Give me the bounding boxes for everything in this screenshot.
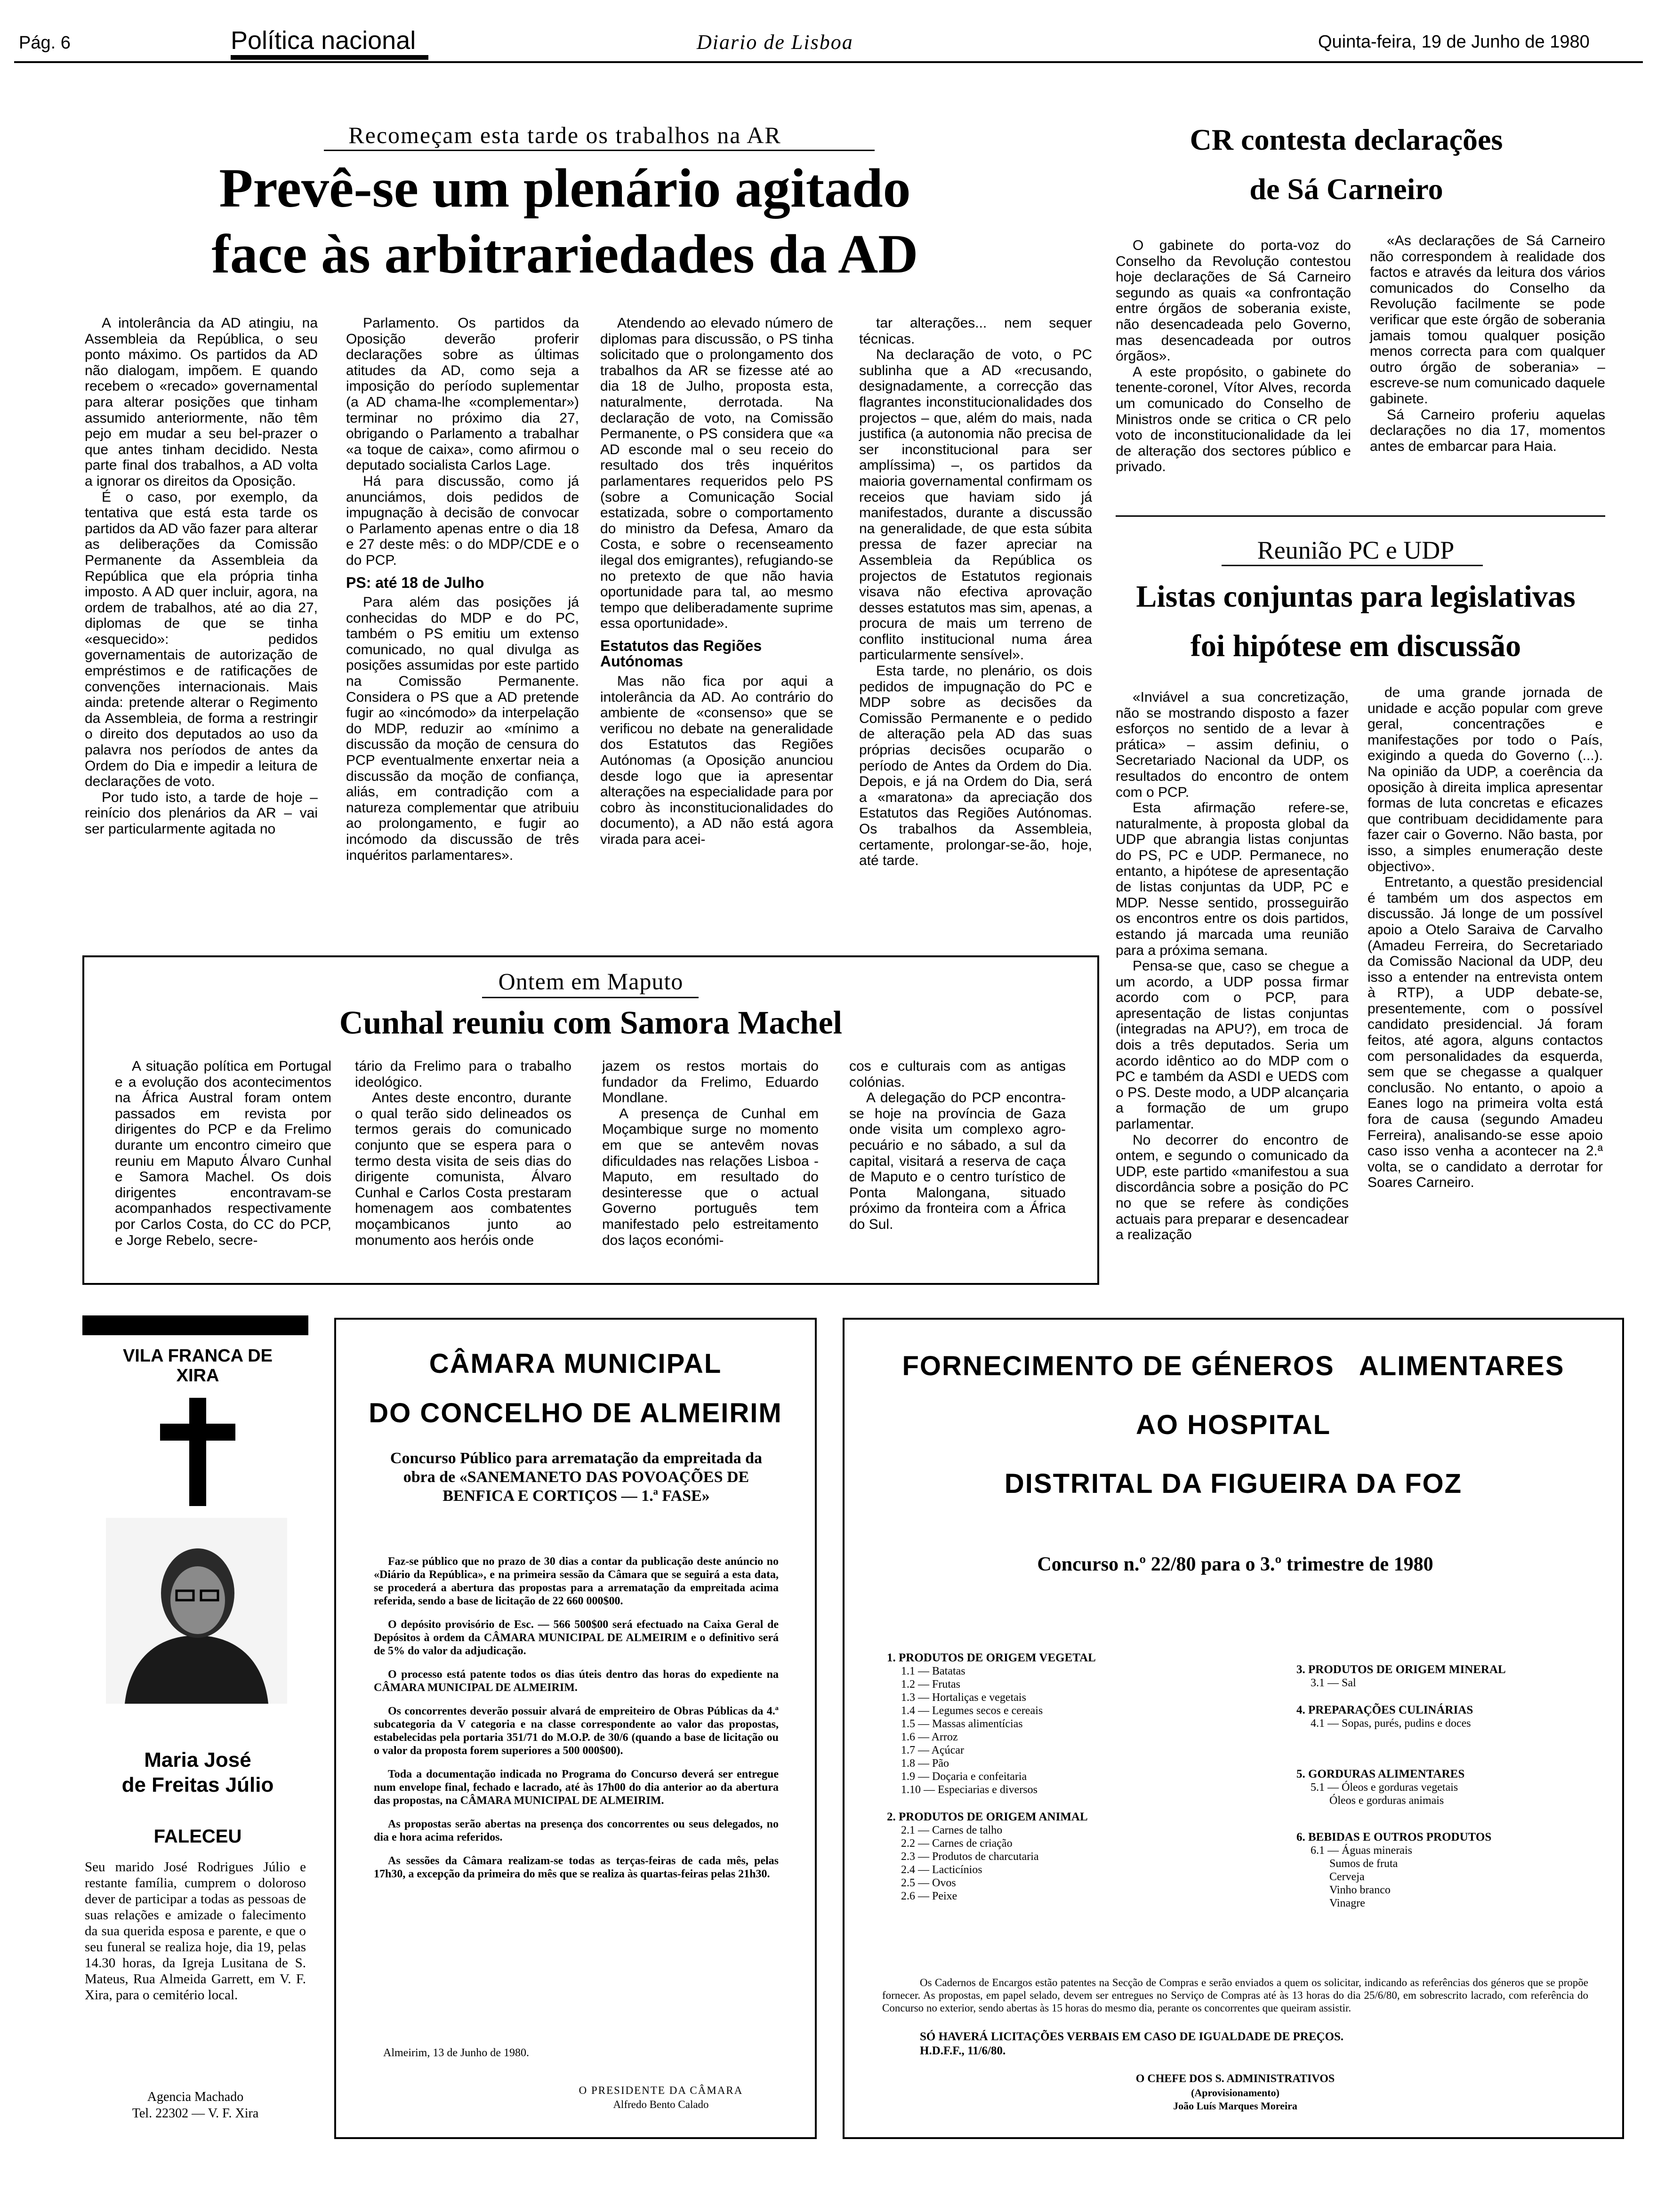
list-item: 2.5 — Ovos bbox=[901, 1877, 956, 1889]
headline-line-2: foi hipótese em discussão bbox=[1190, 629, 1521, 663]
deceased-name-line-2: de Freitas Júlio bbox=[121, 1773, 274, 1796]
list-item: 1.6 — Arroz bbox=[901, 1731, 958, 1743]
obituary-place: VILA FRANCA DE XIRA bbox=[122, 1346, 273, 1386]
article-kicker: Ontem em Maputo bbox=[498, 968, 684, 994]
article-kicker: Recomeçam esta tarde os trabalhos na AR bbox=[348, 122, 781, 148]
article-column bbox=[602, 1058, 819, 1248]
paragraph: tário da Frelimo para o trabalho ideológico. bbox=[355, 1058, 571, 1090]
paragraph: Esta tarde, no plenário, os dois pedidos de impugnação do PC e MDP sobre as decisões da Comissão Permanente e o pedido de alteração pela AD das suas próprias decisões ocuparão o período de Antes da Ordem do Dia. Depois, e já na Ordem do Dia, será a «maratona» da apreciação dos Estatutos das Regiões Autónomas. Os trabalhos da Assembleia, certamente, prolongar-se-ão, hoje, até tarde. bbox=[859, 663, 1092, 869]
hospital-ad bbox=[843, 1318, 1624, 2139]
faleceu-label: FALECEU bbox=[153, 1826, 242, 1847]
paragraph: O processo está patente todos os dias úteis dentro das horas do expediente na CÂMARA MUNICIPAL DE ALMEIRIM. bbox=[374, 1668, 779, 1694]
paragraph: jazem os restos mortais do fundador da Frelimo, Eduardo Mondlane. bbox=[602, 1058, 819, 1106]
paragraph: Por tudo isto, a tarde de hoje – reinício dos plenários da AR – vai ser particularmente agitada no bbox=[85, 789, 318, 837]
article-column bbox=[1370, 233, 1605, 454]
article-kicker: Reunião PC e UDP bbox=[1257, 536, 1455, 564]
agency-phone: Tel. 22302 — V. F. Xira bbox=[132, 2106, 259, 2121]
newspaper-name: Diario de Lisboa bbox=[697, 31, 853, 54]
obituary-black-bar bbox=[82, 1315, 308, 1335]
headline-line-1: Prevê-se um plenário agitado bbox=[219, 157, 911, 219]
list-item: 2.3 — Produtos de charcutaria bbox=[901, 1851, 1039, 1863]
headline-line-2: de Sá Carneiro bbox=[1249, 172, 1443, 206]
article-column bbox=[355, 1058, 571, 1248]
group-heading: 2. PRODUTOS DE ORIGEM ANIMAL bbox=[887, 1811, 1088, 1823]
headline-line-2: face às arbitrariedades da AD bbox=[211, 223, 918, 285]
ad-title-line-3: DISTRITAL DA FIGUEIRA DA FOZ bbox=[1004, 1468, 1463, 1499]
ad-title-line-1: CÂMARA MUNICIPAL bbox=[429, 1348, 722, 1379]
paragraph: Antes deste encontro, durante o qual terão sido delineados os termos gerais do comunicado conjunto que se espera para o termo desta visita de seis dias do dirigente comunista, Álvaro Cunhal e Carlos Costa prestaram homenagem aos combatentes moçambicanos junto ao monumento aos heróis onde bbox=[355, 1090, 571, 1248]
article-column bbox=[1116, 689, 1349, 1243]
kicker-underline bbox=[1222, 565, 1483, 566]
list-item: 2.1 — Carnes de talho bbox=[901, 1824, 1003, 1836]
almeirim-ad bbox=[334, 1318, 817, 2139]
ad-reference: H.D.F.F., 11/6/80. bbox=[920, 2044, 1006, 2057]
group-heading: 4. PREPARAÇÕES CULINÁRIAS bbox=[1296, 1704, 1473, 1716]
group-heading: 3. PRODUTOS DE ORIGEM MINERAL bbox=[1296, 1663, 1506, 1676]
paragraph: As sessões da Câmara realizam-se todas as terças-feiras de cada mês, pelas 17h30, a excepção da primeira do mês que se realiza às quartas-feiras pelas 21h30. bbox=[374, 1855, 779, 1880]
list-item: Óleos e gorduras animais bbox=[1329, 1795, 1444, 1807]
page-number: Pág. 6 bbox=[19, 33, 71, 53]
list-item: 1.5 — Massas alimentícias bbox=[901, 1718, 1023, 1730]
paragraph: cos e culturais com as antigas colónias. bbox=[849, 1058, 1066, 1090]
list-item: 1.4 — Legumes secos e cereais bbox=[901, 1705, 1043, 1717]
agency-name: Agencia Machado bbox=[147, 2090, 244, 2104]
headline-line-1: Listas conjuntas para legislativas bbox=[1136, 579, 1576, 614]
group-heading: 5. GORDURAS ALIMENTARES bbox=[1296, 1768, 1465, 1780]
paragraph: A este propósito, o gabinete do tenente-coronel, Vítor Alves, recorda um comunicado do Conselho de Ministros onde se critica o CR pelo voto de inconstitucionalidade da lei de alteração dos sectores público e privado. bbox=[1116, 364, 1351, 475]
article-column bbox=[346, 315, 579, 863]
paragraph: As propostas serão abertas na presença dos concorrentes ou seus delegados, no dia e hora acima referidos. bbox=[374, 1818, 779, 1843]
list-item: 2.6 — Peixe bbox=[901, 1890, 957, 1902]
list-item: Sumos de fruta bbox=[1329, 1858, 1398, 1870]
deceased-name-line-1: Maria José bbox=[144, 1748, 251, 1771]
paragraph: A delegação do PCP encontra-se hoje na província de Gaza onde visita um complexo agro-pecuário e no sábado, a sul da capital, visitará a reserva de caça de Maputo e o centro turístico de Ponta Malongana, situado próximo da fronteira com a África do Sul. bbox=[849, 1090, 1066, 1232]
paragraph: É o caso, por exemplo, da tentativa que está esta tarde os partidos da AD vão fazer para alterar as deliberações da Comissão Permanente da Assembleia da República que ela própria tinha imposto. A AD quer incluir, agora, na ordem de trabalhos, até ao dia 27, diplomas de que se tinha «esquecido»: pedidos governamentais de autorização de empréstimos e de ratificações de convenções internacionais. Mais ainda: pretende alterar o Regimento da Assembleia, de forma a restringir o direito dos deputados ao uso da palavra nos períodos de antes da Ordem do Dia e impedir a leitura de declarações de voto. bbox=[85, 489, 318, 790]
paragraph: Entretanto, a questão presidencial é também um dos aspectos em discussão. Já longe de um possível apoio a Otelo Saraiva de Carvalho (Amadeu Ferreira, do Secretariado da Comissão Nacional da UDP, deu isso a entender na entrevista ontem à RTP), a UDP debate-se, presentemente, com o possível candidato presidencial. Já foram feitos, até agora, alguns contactos com personalidades da esquerda, sem que se chegasse a qualquer conclusão. No entanto, o apoio a Eanes logo na primeira volta está fora de causa (segundo Amadeu Ferreira), analisando-se esse apoio caso isso venha a acontecer na 2.ª volta, se o candidato a derrotar for Soares Carneiro. bbox=[1367, 874, 1603, 1191]
list-item: 1.7 — Açúcar bbox=[901, 1744, 964, 1756]
paragraph: A situação política em Portugal e a evolução dos acontecimentos na África Austral foram ontem passados em revista por dirigentes do PCP e da Frelimo durante um encontro cimeiro que reuniu em Maputo Álvaro Cunhal e Samora Machel. Os dois dirigentes encontravam-se acompanhados respectivamente por Carlos Costa, do CC do PCP, e Jorge Rebelo, secre- bbox=[115, 1058, 331, 1248]
paragraph: Há para discussão, como já anunciámos, dois pedidos de impugnação à decisão de convocar o Parlamento apenas entre o dia 18 e 27 deste mês: o do MDP/CDE e o do PCP. bbox=[346, 473, 579, 568]
paragraph: Na declaração de voto, o PC sublinha que a AD «recusando, designadamente, a correcção das flagrantes inconstitucionalidades dos projectos – que, além do mais, nada justifica (a autonomia não precisa de ser inconstitucional para ser amplíssima) –, os partidos da maioria governamental confirmam os receios que haviam sido já manifestados, durante a discussão na generalidade, de que esta súbita pressa de fazer apreciar na Assembleia da República os projectos de Estatutos regionais visava não efectiva aprovação desses estatutos mas sim, apenas, a procura de mais um terreno de conflito institucional numa área particularmente sensível». bbox=[859, 347, 1092, 663]
cross-icon bbox=[160, 1398, 235, 1506]
paragraph: Sá Carneiro proferiu aquelas declarações no dia 17, momentos antes de embarcar para Haia. bbox=[1370, 407, 1605, 454]
subheading: Estatutos das Regiões Autónomas bbox=[600, 637, 762, 670]
ad-date: Almeirim, 13 de Junho de 1980. bbox=[383, 2047, 529, 2059]
article-headline: Cunhal reuniu com Samora Machel bbox=[339, 1005, 843, 1041]
paragraph: tar alterações... nem sequer técnicas. bbox=[859, 315, 1092, 347]
list-item: 1.9 — Doçaria e confeitaria bbox=[901, 1771, 1027, 1783]
ad-note: Os Cadernos de Encargos estão patentes na Secção de Compras e serão enviados a quem os solicitar, indicando as referências dos géneros que se propõe fornecer. As propostas, em papel selado, devem ser entregues no Serviço de Compras até às 13 horas do dia 25/6/80, em sobrescrito lacrado, com referência do Concurso no exterior, sendo abertas às 15 horas do mesmo dia, perante os concorrentes que queiram assistir. bbox=[882, 1977, 1588, 2014]
article-column bbox=[85, 315, 318, 837]
paragraph: Faz-se público que no prazo de 30 dias a contar da publicação deste anúncio no «Diário da República», e na primeira sessão da Câmara que se seguirá a esta data, se procederá a abertura das propostas para a arrematação da empreitada acima referida, sendo a base de licitação de 22 660 000$00. bbox=[374, 1555, 779, 1607]
paragraph: «As declarações de Sá Carneiro não correspondem à realidade dos factos e através da leitura dos vários comunicados do Conselho da Revolução facilmente se pode verificar que este órgão de soberania jamais tomou qualquer posição menos correcta para com qualquer outro órgão de soberania» – escreve-se num comunicado daquele gabinete. bbox=[1370, 233, 1605, 407]
paragraph: Mas não fica por aqui a intolerância da AD. Ao contrário do ambiente de «consenso» que se verificou no debate na generalidade dos Estatutos das Regiões Autónomas (a Oposição anunciou desde logo que ia apresentar alterações na especialidade para por cobro às inconstitucionalidades do documento), a AD não está agora virada para acei- bbox=[600, 673, 833, 847]
paragraph: No decorrer do encontro de ontem, e segundo o comunicado da UDP, este partido «manifestou a sua discordância sobre a posição do PC no que se refere às condições actuais para preparar e desencadear a realização bbox=[1116, 1132, 1349, 1243]
ad-signature-name: João Luís Marques Moreira bbox=[1173, 2100, 1297, 2112]
paragraph: Para além das posições já conhecidas do MDP e do PC, também o PS emitiu um extenso comunicado, no qual divulga as posições assumidas por este partido na Comissão Permanente. Considera o PS que a AD pretende fugir ao «incómodo» da interpelação do MDP, reduzir ao «mínimo a discussão da moção de censura do PCP eventualmente enxertar neia a discussão da moção de confiança, aliás, em contradição com a natureza complementar que atribuiu ao prolongamento, e fugir ao incómodo da discussão de três inquéritos parlamentares». bbox=[346, 594, 579, 863]
list-item: 5.1 — Óleos e gorduras vegetais bbox=[1311, 1781, 1458, 1794]
ad-signature-title: O CHEFE DOS S. ADMINISTRATIVOS bbox=[1135, 2073, 1335, 2085]
paragraph: A presença de Cunhal em Moçambique surge no momento em que se antevêm novas dificuldades nas relações Lisboa - Maputo, em resultado do desinteresse que o actual Governo português tem manifestado pelo estreitamento dos laços económi- bbox=[602, 1106, 819, 1248]
list-item: 3.1 — Sal bbox=[1311, 1677, 1356, 1689]
ad-title-line-1: FORNECIMENTO DE GÉNEROS ALIMENTARES bbox=[902, 1351, 1565, 1381]
product-list-right bbox=[1296, 1663, 1602, 1910]
paragraph: Toda a documentação indicada no Programa do Concurso deverá ser entregue num envelope final, fechado e lacrado, até às 17h00 do dia anterior ao da abertura das propostas, na CÂMARA MUNICIPAL DE ALMEIRIM. bbox=[374, 1768, 779, 1807]
paragraph: Pensa-se que, caso se chegue a um acordo, a UDP possa firmar acordo com o PCP, para apresentação de listas conjuntas (integradas na APU?), em troca de dois a três deputados. Seria um acordo idêntico ao do MDP com o PC e também da ASDI e UEDS com o PS. Deste modo, a UDP alcançaria a formação de um grupo parlamentar. bbox=[1116, 958, 1349, 1132]
article-column bbox=[1116, 238, 1351, 475]
group-heading: 6. BEBIDAS E OUTROS PRODUTOS bbox=[1296, 1831, 1492, 1843]
article-column bbox=[115, 1058, 331, 1248]
article-maputo bbox=[82, 955, 1099, 1285]
ad-signature-name: Alfredo Bento Calado bbox=[613, 2099, 709, 2110]
headline-line-1: CR contesta declarações bbox=[1190, 123, 1503, 156]
ad-subtitle: Concurso Público para arrematação da empreitada da obra de «SANEMANETO DAS POVOAÇÕES DE BENFICA E CORTIÇOS — 1.ª FASE» bbox=[390, 1450, 763, 1505]
paragraph: O depósito provisório de Esc. — 566 500$00 será efectuado na Caixa Geral de Depósitos à ordem da CÂMARA MUNICIPAL DE ALMEIRIM e o definitivo será de 5% do valor da adjudicação. bbox=[374, 1619, 779, 1657]
article-column bbox=[600, 315, 833, 848]
article-column bbox=[849, 1058, 1066, 1233]
list-item: 1.2 — Frutas bbox=[901, 1678, 960, 1691]
masthead-rule bbox=[14, 61, 1643, 63]
section-underline bbox=[231, 55, 428, 60]
list-item: 1.1 — Batatas bbox=[901, 1665, 965, 1677]
paragraph: Atendendo ao elevado número de diplomas para discussão, o PS tinha solicitado que o prolongamento dos trabalhos da AR se fizesse até ao dia 18 de Julho, proposta esta, naturalmente, derrotada. Na declaração de voto, na Comissão Permanente, o PS considera que «a AD esconde mal o seu receio do resultado dos três inquéritos parlamentares requeridos pelo PS (sobre a Comunicação Social estatizada, sobre o comportamento do ministro da Defesa, Amaro da Costa, e sobre o recenseamento ilegal dos emigrantes), refugiando-se no pretexto de que não havia oportunidade para tal, ao mesmo tempo que deliberadamente suprime essa oportunidade». bbox=[600, 315, 833, 632]
product-list-left bbox=[887, 1651, 1216, 1903]
paragraph: «Inviável a sua concretização, não se mostrando disposto a fazer esforços no sentido de a levar à prática» – assim definiu, o Secretariado Nacional da UDP, os resultados do encontro de ontem com o PCP. bbox=[1116, 689, 1349, 800]
list-item: Vinagre bbox=[1329, 1897, 1365, 1909]
list-item: 6.1 — Águas minerais bbox=[1311, 1844, 1412, 1857]
list-item: 1.10 — Especiarias e diversos bbox=[901, 1784, 1038, 1796]
ad-body bbox=[374, 1555, 779, 1891]
article-column bbox=[859, 315, 1092, 869]
kicker-underline bbox=[482, 997, 699, 998]
list-item: 1.8 — Pão bbox=[901, 1757, 949, 1770]
kicker-underline bbox=[324, 150, 875, 151]
paragraph: A intolerância da AD atingiu, na Assembleia da República, o seu ponto máximo. Os partidos da AD não dialogam, impõem. E quando recebem o «recado» governamental para alterar posições que tinham assumido anteriormente, não têm pejo em mudar a seu bel-prazer o que antes tinham decidido. Nesta parte final dos trabalhos, a AD volta a ignorar os direitos da Oposição. bbox=[85, 315, 318, 489]
portrait-photo bbox=[106, 1518, 287, 1704]
group-heading: 1. PRODUTOS DE ORIGEM VEGETAL bbox=[887, 1651, 1096, 1664]
ad-signature-title: O PRESIDENTE DA CÂMARA bbox=[579, 2084, 743, 2096]
list-item: 2.2 — Carnes de criação bbox=[901, 1837, 1013, 1850]
ad-title-line-2: AO HOSPITAL bbox=[1135, 1410, 1331, 1440]
paragraph: Parlamento. Os partidos da Oposição deverão proferir declarações sobre as últimas atitudes da AD, como seja a imposição do período suplementar (a AD chama-lhe «complementar») terminar no próximo dia 27, obrigando o Parlamento a trabalhar «a toque de caixa», como afirmou o deputado socialista Carlos Lage. bbox=[346, 315, 579, 473]
list-item: 1.3 — Hortaliças e vegetais bbox=[901, 1691, 1026, 1704]
paragraph: O gabinete do porta-voz do Conselho da Revolução contestou hoje declarações de Sá Carneiro segundo as quais «a confrontação entre órgãos de soberania existe, não desencadeada pelo Governo, mas desencadeada por outros órgãos». bbox=[1116, 238, 1351, 364]
ad-signature-sub: (Aprovisionamento) bbox=[1191, 2087, 1279, 2099]
obituary-text: Seu marido José Rodrigues Júlio e restante família, cumprem o doloroso dever de participar a todas as pessoas de suas relações e amizade o falecimento da sua querida esposa e parente, e que o seu funeral se realiza hoje, dia 19, pelas 14.30 horas, da Igreja Lusitana de S. Mateus, Rua Almeida Garrett, em V. F. Xira, para o cemitério local. bbox=[85, 1859, 306, 2003]
page-date: Quinta-feira, 19 de Junho de 1980 bbox=[1318, 32, 1590, 52]
concurso-number: Concurso n.º 22/80 para o 3.º trimestre de 1980 bbox=[1037, 1554, 1433, 1575]
section-title: Política nacional bbox=[231, 26, 416, 55]
ad-title-line-2: DO CONCELHO DE ALMEIRIM bbox=[369, 1398, 782, 1428]
list-item: Vinho branco bbox=[1329, 1884, 1391, 1896]
divider bbox=[1116, 515, 1605, 517]
list-item: 2.4 — Lacticínios bbox=[901, 1864, 982, 1876]
paragraph: Esta afirmação refere-se, naturalmente, à proposta global da UDP que abrangia listas conjuntas do PS, PC e UDP. Permanece, no entanto, a hipótese de apresentação de listas conjuntas da UDP, PC e MDP. Nesse sentido, prosseguirão os encontros entre os dois partidos, estando já marcada uma reunião para a próxima semana. bbox=[1116, 800, 1349, 958]
article-column bbox=[1367, 685, 1603, 1191]
paragraph: de uma grande jornada de unidade e acção popular com greve geral, concentrações e manifestações por todo o País, exigindo a queda do Governo (...). Na opinião da UDP, a coerência da oposição à direita implica apresentar formas de luta concretas e eficazes que contribuam decididamente para fazer cair o Governo. Não basta, por isso, a simples enumeração deste objectivo». bbox=[1367, 685, 1603, 874]
paragraph: Os concorrentes deverão possuir alvará de empreiteiro de Obras Públicas da 4.ª subcategoria da V categoria e na classe correspondente ao valor das propostas, estabelecidas pela portaria 351/71 do M.O.P. de 30/6 (quando a base de licitação ou o valor da proposta forem superiores a 500 000$00). bbox=[374, 1705, 779, 1757]
ad-bold-note: SÓ HAVERÁ LICITAÇÕES VERBAIS EM CASO DE IGUALDADE DE PREÇOS. bbox=[920, 2030, 1344, 2043]
subheading: PS: até 18 de Julho bbox=[346, 574, 484, 591]
list-item: 4.1 — Sopas, purés, pudins e doces bbox=[1311, 1717, 1471, 1730]
list-item: Cerveja bbox=[1329, 1871, 1365, 1883]
